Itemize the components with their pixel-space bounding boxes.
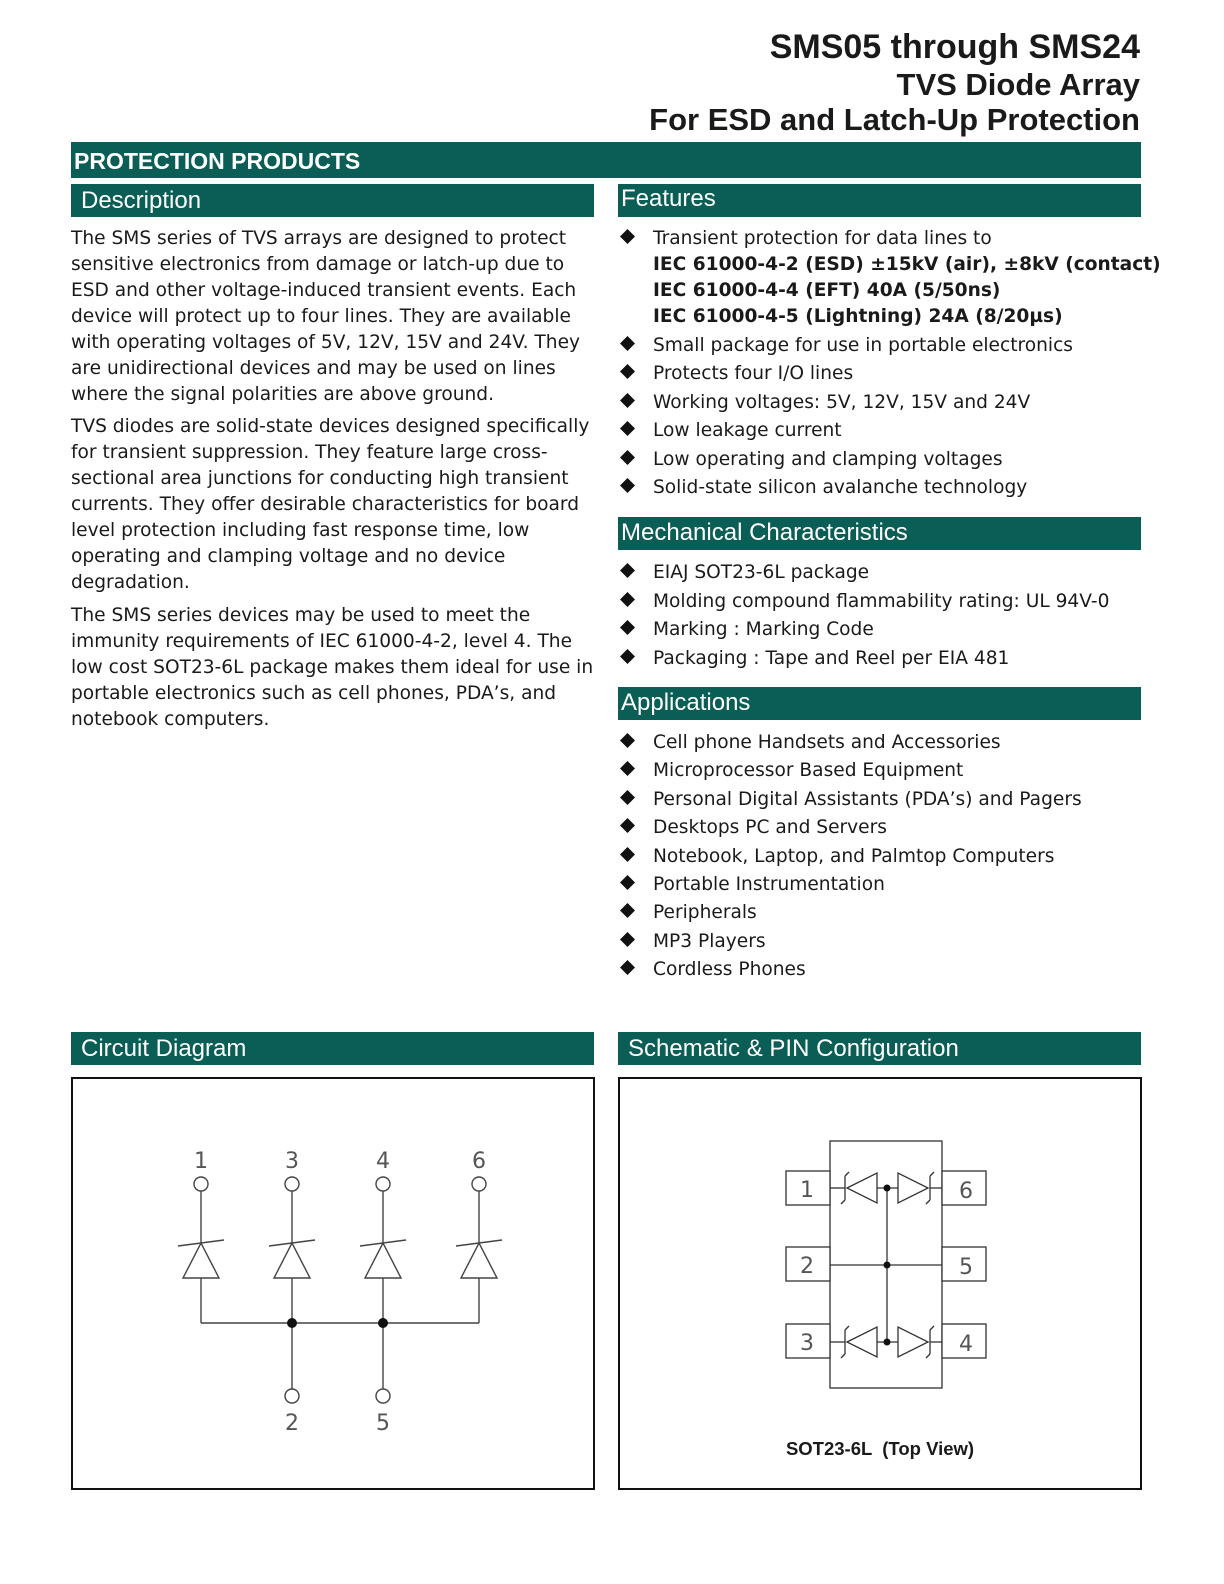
diamond-bullet-icon xyxy=(620,336,635,351)
mechanical-text: Molding compound flammability rating: UL 94V-0 xyxy=(653,590,1110,612)
application-text: Portable Instrumentation xyxy=(653,873,885,895)
pin-label-1: 1 xyxy=(194,1149,208,1174)
pin-number-1: 1 xyxy=(800,1178,814,1203)
application-text: Desktops PC and Servers xyxy=(653,817,887,839)
schematic-box xyxy=(618,1077,1142,1490)
feature-standard: IEC 61000-4-5 (Lightning) 24A (8/20µs) xyxy=(653,306,1063,327)
list-item xyxy=(620,562,1109,591)
feature-text: Working voltages: 5V, 12V, 15V and 24V xyxy=(653,391,1031,413)
diamond-bullet-icon xyxy=(620,364,635,379)
diamond-bullet-icon xyxy=(620,620,635,635)
mechanical-list xyxy=(620,562,1109,676)
description-paragraph-1: The SMS series of TVS arrays are designed to protect sensitive electronics from damage or latch-up due to ESD and other voltage-induced transient events. Each device will protect up to four lines. They are available with operating voltages of 5V, 12V, 15V and 24V. They are unidirectional devices and may be used on lines where the signal polarities are above ground. xyxy=(71,228,581,405)
list-item xyxy=(620,619,1109,648)
pin-number-4: 4 xyxy=(959,1332,973,1357)
pin-number-2: 2 xyxy=(800,1254,814,1279)
document-title: SMS05 through SMS24 xyxy=(769,28,1140,66)
diamond-bullet-icon xyxy=(620,761,635,776)
application-text: Personal Digital Assistants (PDA’s) and Pagers xyxy=(653,788,1082,810)
pin-label-3: 3 xyxy=(285,1149,299,1174)
mechanical-text: Packaging : Tape and Reel per EIA 481 xyxy=(653,647,1010,669)
diamond-bullet-icon xyxy=(620,563,635,578)
junction-dot xyxy=(884,1185,891,1192)
list-item xyxy=(620,335,1161,363)
list-item xyxy=(620,817,1082,845)
diode-channel-3 xyxy=(269,1177,315,1389)
mechanical-text: Marking : Marking Code xyxy=(653,619,874,641)
circuit-diagram-box xyxy=(71,1077,595,1490)
application-text: Cordless Phones xyxy=(653,959,806,981)
applications-heading: Applications xyxy=(618,687,1141,720)
description-heading: Description xyxy=(71,184,594,217)
diode-channel-4 xyxy=(360,1177,406,1389)
diamond-bullet-icon xyxy=(620,229,635,244)
feature-text: Low operating and clamping voltages xyxy=(653,448,1003,470)
list-item xyxy=(620,789,1082,817)
list-item xyxy=(620,254,1161,280)
list-item xyxy=(620,846,1082,874)
diamond-bullet-icon xyxy=(620,733,635,748)
list-item xyxy=(620,732,1082,760)
circuit-diagram-heading: Circuit Diagram xyxy=(71,1032,594,1065)
junction-dot xyxy=(884,1262,891,1269)
pin-number-6: 6 xyxy=(959,1179,973,1204)
application-text: Microprocessor Based Equipment xyxy=(653,760,964,782)
feature-text: Low leakage current xyxy=(653,420,842,442)
list-item xyxy=(620,420,1161,448)
description-paragraph-2: TVS diodes are solid-state devices designed specifically for transient suppression. They feature large cross-sectional area junctions for conducting high transient currents. They offer desirable characteristics for board level protection including fast response time, low operating and clamping voltage and no device degradation. xyxy=(71,416,590,593)
diamond-bullet-icon xyxy=(620,592,635,607)
list-item xyxy=(620,874,1082,902)
feature-standard: IEC 61000-4-2 (ESD) ±15kV (air), ±8kV (contact) xyxy=(653,254,1161,275)
features-list xyxy=(620,228,1161,505)
list-item xyxy=(620,902,1082,930)
feature-standard: IEC 61000-4-4 (EFT) 40A (5/50ns) xyxy=(653,280,1001,301)
feature-text: Small package for use in portable electronics xyxy=(653,335,1073,356)
diamond-bullet-icon xyxy=(620,818,635,833)
pin-label-4: 4 xyxy=(376,1149,390,1174)
pin-label-2: 2 xyxy=(285,1411,299,1436)
junction-dot xyxy=(378,1318,388,1328)
diode-channel-1 xyxy=(178,1177,224,1323)
list-item xyxy=(620,228,1161,254)
mechanical-heading: Mechanical Characteristics xyxy=(618,517,1141,550)
circuit-diagram xyxy=(73,1079,593,1488)
list-item xyxy=(620,591,1109,620)
diamond-bullet-icon xyxy=(620,393,635,408)
list-item xyxy=(620,280,1161,306)
list-item xyxy=(620,449,1161,477)
diamond-bullet-icon xyxy=(620,450,635,465)
features-heading: Features xyxy=(618,184,1141,217)
pin-number-5: 5 xyxy=(959,1255,973,1280)
list-item xyxy=(620,760,1082,788)
diamond-bullet-icon xyxy=(620,960,635,975)
diamond-bullet-icon xyxy=(620,932,635,947)
list-item xyxy=(620,392,1161,420)
feature-text: Protects four I/O lines xyxy=(653,363,854,385)
protection-products-banner: PROTECTION PRODUCTS xyxy=(71,142,1141,178)
diode-channel-6 xyxy=(456,1177,502,1323)
junction-dot xyxy=(287,1318,297,1328)
application-text: MP3 Players xyxy=(653,930,766,952)
applications-list xyxy=(620,732,1082,988)
diamond-bullet-icon xyxy=(620,903,635,918)
pin-label-6: 6 xyxy=(472,1149,486,1174)
description-paragraph-3: The SMS series devices may be used to meet the immunity requirements of IEC 61000-4-2, level 4. The low cost SOT23-6L package makes them ideal for use in portable electronics such as cell phones, PDA’s, and notebook computers. xyxy=(71,605,594,730)
diamond-bullet-icon xyxy=(620,421,635,436)
application-text: Cell phone Handsets and Accessories xyxy=(653,732,1001,753)
mechanical-text: EIAJ SOT23-6L package xyxy=(653,562,870,583)
diamond-bullet-icon xyxy=(620,847,635,862)
diamond-bullet-icon xyxy=(620,478,635,493)
list-item xyxy=(620,959,1082,987)
pin-configuration-schematic xyxy=(620,1079,1140,1488)
pin-label-5: 5 xyxy=(376,1411,390,1436)
schematic-caption: SOT23-6L (Top View) xyxy=(785,1438,975,1459)
list-item xyxy=(620,363,1161,391)
diamond-bullet-icon xyxy=(620,649,635,664)
list-item xyxy=(620,648,1109,677)
document-subtitle-2: For ESD and Latch-Up Protection xyxy=(649,102,1140,137)
feature-text: Solid-state silicon avalanche technology xyxy=(653,476,1028,498)
feature-text: Transient protection for data lines to xyxy=(653,228,992,249)
junction-dot xyxy=(884,1339,891,1346)
list-item xyxy=(620,477,1161,505)
application-text: Notebook, Laptop, and Palmtop Computers xyxy=(653,845,1055,867)
pin-number-3: 3 xyxy=(800,1331,814,1356)
document-subtitle: TVS Diode Array xyxy=(896,67,1140,102)
list-item xyxy=(620,931,1082,959)
application-text: Peripherals xyxy=(653,902,757,924)
diamond-bullet-icon xyxy=(620,790,635,805)
diamond-bullet-icon xyxy=(620,875,635,890)
schematic-heading: Schematic & PIN Configuration xyxy=(618,1032,1141,1065)
list-item xyxy=(620,306,1161,335)
